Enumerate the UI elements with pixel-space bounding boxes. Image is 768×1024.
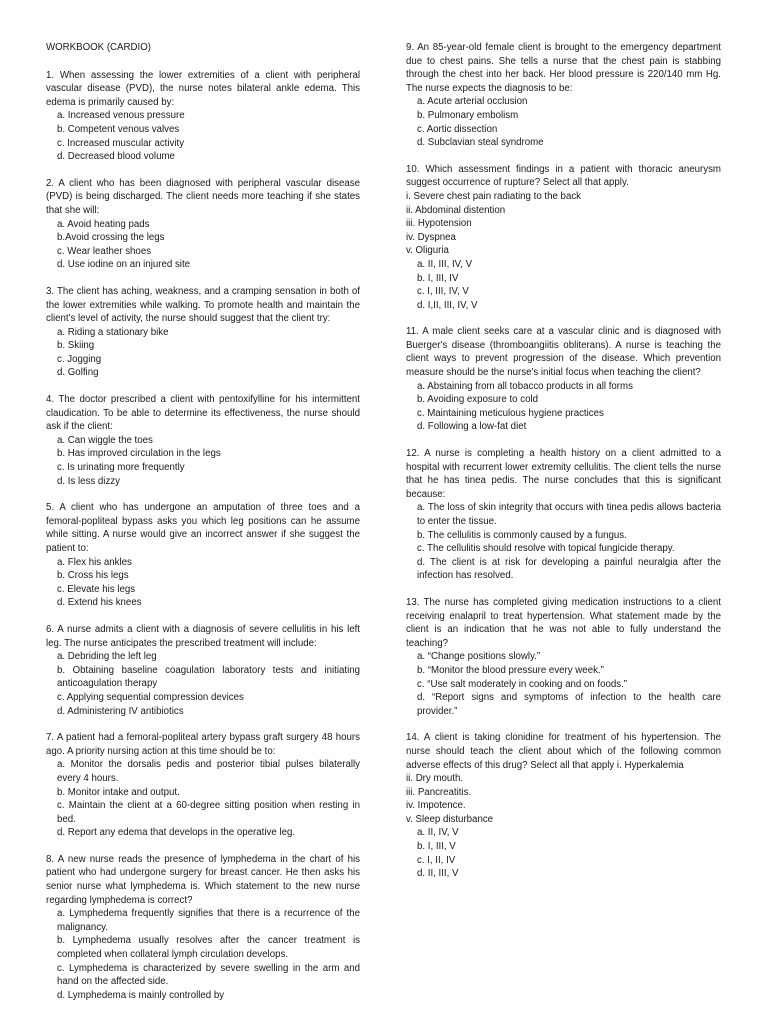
answer-option: d. Is less dizzy	[57, 475, 120, 487]
right-question-list	[406, 41, 721, 881]
question-stem: 8. A new nurse reads the presence of lymphedema in the chart of his patient who had undergone surgery for breast cancer. He then asks his senior nurse what lymphedema is. Which statement to the new nurse regarding lymphedema is correct?	[46, 853, 360, 906]
answer-option: a. Flex his ankles	[57, 556, 132, 568]
question-stem: 5. A client who has undergone an amputation of three toes and a femoral-popliteal bypass asks you which leg positions can he assume while sitting. A nurse would give an incorrect answer if she suggest the patient to:	[46, 502, 360, 554]
question-stem: 14. A client is taking clonidine for treatment of his hypertension. The nurse should teach the client about which of the following common adverse effects of this drug? Select all that apply i. Hyperkalemia	[406, 732, 721, 771]
roman-choice: iii. Pancreatitis.	[406, 786, 472, 798]
answer-option: a. Riding a stationary bike	[57, 326, 169, 338]
answer-option: d. The client is at risk for developing a painful neuralgia after the infection has resolved.	[417, 556, 721, 582]
roman-choice: v. Oliguria	[406, 245, 449, 257]
question-stem: 1. When assessing the lower extremities of a client with peripheral vascular disease (PVD), the nurse notes bilateral ankle edema. This edema is primarily caused by:	[46, 69, 360, 108]
roman-choice: ii. Abdominal distention	[406, 204, 506, 216]
question-item	[406, 596, 721, 718]
answer-option: d. Use iodine on an injured site	[57, 259, 191, 271]
question-stem: 10. Which assessment findings in a patient with thoracic aneurysm suggest occurrence of rupture? Select all that apply.	[406, 163, 721, 189]
answer-option: a. Can wiggle the toes	[57, 434, 153, 446]
answer-option: b. Cross his legs	[57, 570, 129, 582]
question-item	[46, 393, 360, 488]
question-item	[46, 285, 360, 380]
question-item	[406, 447, 721, 583]
answer-option: c. I, III, IV, V	[417, 286, 469, 298]
answer-option: b.Avoid crossing the legs	[57, 232, 165, 244]
answer-option: c. Is urinating more frequently	[57, 462, 185, 474]
answer-option: a. The loss of skin integrity that occurs with tinea pedis allows bacteria to enter the tissue.	[417, 502, 721, 527]
answer-option: a. Avoid heating pads	[57, 218, 150, 230]
answer-option: d. II, III, V	[417, 868, 459, 880]
question-item	[406, 163, 721, 313]
answer-option: c. The cellulitis should resolve with topical fungicide therapy.	[417, 543, 675, 555]
answer-option: a. Acute arterial occlusion	[417, 96, 528, 108]
answer-option: b. I, III, V	[417, 841, 456, 853]
question-stem: 7. A patient had a femoral-popliteal artery bypass graft surgery 48 hours ago. A priority nursing action at this time should be to:	[46, 732, 360, 757]
question-stem: 6. A nurse admits a client with a diagnosis of severe cellulitis in his left leg. The nurse anticipates the prescribed treatment will include:	[46, 623, 360, 649]
answer-option: d. Following a low-fat diet	[417, 421, 527, 433]
answer-option: b. Has improved circulation in the legs	[57, 448, 221, 460]
answer-option: c. Wear leather shoes	[57, 245, 152, 257]
roman-choice: v. Sleep disturbance	[406, 813, 494, 825]
answer-option: c. Lymphedema is characterized by severe swelling in the arm and hand on the affected side.	[57, 962, 360, 988]
answer-option: d. Report any edema that develops in the operative leg.	[57, 827, 296, 839]
answer-option: a. Debriding the left leg	[57, 651, 157, 663]
answer-option: b. Skiing	[57, 340, 95, 352]
answer-option: a. Monitor the dorsalis pedis and posterior tibial pulses bilaterally every 4 hours.	[57, 759, 360, 784]
question-item	[46, 69, 360, 164]
roman-choice: iv. Impotence.	[406, 800, 466, 812]
answer-option: c. Applying sequential compression devices	[57, 691, 244, 703]
answer-option: c. I, II, IV	[417, 854, 456, 866]
answer-option: d. Administering IV antibiotics	[57, 705, 184, 717]
answer-option: d. Extend his knees	[57, 597, 142, 609]
answer-option: b. Avoiding exposure to cold	[417, 394, 538, 406]
roman-choice: i. Severe chest pain radiating to the back	[406, 190, 582, 202]
roman-choice: ii. Dry mouth.	[406, 773, 464, 785]
answer-option: d. I,II, III, IV, V	[417, 299, 478, 311]
roman-choice: iv. Dyspnea	[406, 231, 456, 243]
question-stem: 2. A client who has been diagnosed with peripheral vascular disease (PVD) is being discharged. The client needs more teaching if she states that she will:	[46, 177, 360, 216]
question-stem: 11. A male client seeks care at a vascular clinic and is diagnosed with Buerger's disease (thromboangiitis obliterans). A nurse is teaching the client ways to prevent progression of the disease. Which prevention measure should be the nurse's initial focus when teaching the client?	[406, 326, 721, 379]
answer-option: a. II, III, IV, V	[417, 258, 473, 270]
question-item	[406, 41, 721, 150]
answer-option: b. Obtaining baseline coagulation laboratory tests and initiating anticoagulation therapy	[57, 664, 360, 690]
answer-option: d. Lymphedema is mainly controlled by	[57, 989, 225, 1001]
answer-option: b. Pulmonary embolism	[417, 109, 519, 121]
document-title: WORKBOOK (CARDIO)	[46, 42, 151, 53]
left-column	[46, 41, 360, 1015]
question-item	[46, 177, 360, 272]
right-column	[406, 41, 721, 894]
answer-option: b. The cellulitis is commonly caused by a fungus.	[417, 529, 627, 541]
answer-option: b. Competent venous valves	[57, 123, 180, 135]
answer-option: c. Jogging	[57, 353, 102, 365]
question-item	[406, 325, 721, 434]
answer-option: c. Maintaining meticulous hygiene practices	[417, 407, 604, 419]
roman-choice: iii. Hypotension	[406, 218, 472, 230]
answer-option: c. Aortic dissection	[417, 123, 498, 135]
answer-option: a. Lymphedema frequently signifies that there is a recurrence of the malignancy.	[57, 908, 360, 933]
question-stem: 4. The doctor prescribed a client with pentoxifylline for his intermittent claudication. To be able to determine its effectiveness, the nurse should ask if the client:	[46, 394, 360, 433]
question-stem: 12. A nurse is completing a health history on a client admitted to a hospital with recurrent lower extremity cellulitis. The client tells the nurse that he has tinea pedis. The nurse concludes that this is significant because:	[406, 448, 721, 500]
answer-option: c. Elevate his legs	[57, 583, 136, 595]
answer-option: d. Decreased blood volume	[57, 151, 175, 163]
question-stem: 3. The client has aching, weakness, and a cramping sensation in both of the lower extremities while walking. To promote health and maintain the client's level of activity, the nurse should suggest that the client try:	[46, 285, 360, 325]
answer-option: a. Increased venous pressure	[57, 110, 185, 122]
question-item	[46, 501, 360, 610]
answer-option: c. Maintain the client at a 60-degree sitting position when resting in bed.	[57, 800, 360, 825]
answer-option: d. “Report signs and symptoms of infection to the health care provider.”	[417, 692, 721, 717]
answer-option: d. Subclavian steal syndrome	[417, 137, 544, 149]
answer-option: d. Golfing	[57, 367, 99, 379]
question-stem: 9. An 85-year-old female client is brought to the emergency department due to chest pains. She tells a nurse that the chest pain is stabbing through the chest into her back. Her blood pressure is 220/140 mm Hg. The nurse expects the diagnosis to be:	[406, 42, 721, 94]
answer-option: b. “Monitor the blood pressure every week.”	[417, 664, 604, 676]
question-stem: 13. The nurse has completed giving medication instructions to a client receiving enalapril to treat hypertension. What statement made by the client is an indication that he was not able to fully understand the teaching?	[406, 596, 721, 649]
answer-option: a. II, IV, V	[417, 827, 459, 839]
answer-option: b. Monitor intake and output.	[57, 786, 180, 798]
question-item	[46, 623, 360, 718]
answer-option: c. “Use salt moderately in cooking and on foods.”	[417, 678, 628, 690]
question-item	[46, 853, 360, 1003]
answer-option: c. Increased muscular activity	[57, 137, 185, 149]
question-item	[406, 731, 721, 881]
answer-option: b. Lymphedema usually resolves after the cancer treatment is completed when collateral lymph circulation develops.	[57, 935, 360, 961]
answer-option: b. I, III, IV	[417, 272, 459, 284]
answer-option: a. Abstaining from all tobacco products in all forms	[417, 380, 633, 392]
left-question-list	[46, 69, 360, 1003]
question-item	[46, 731, 360, 840]
answer-option: a. “Change positions slowly.”	[417, 651, 541, 663]
